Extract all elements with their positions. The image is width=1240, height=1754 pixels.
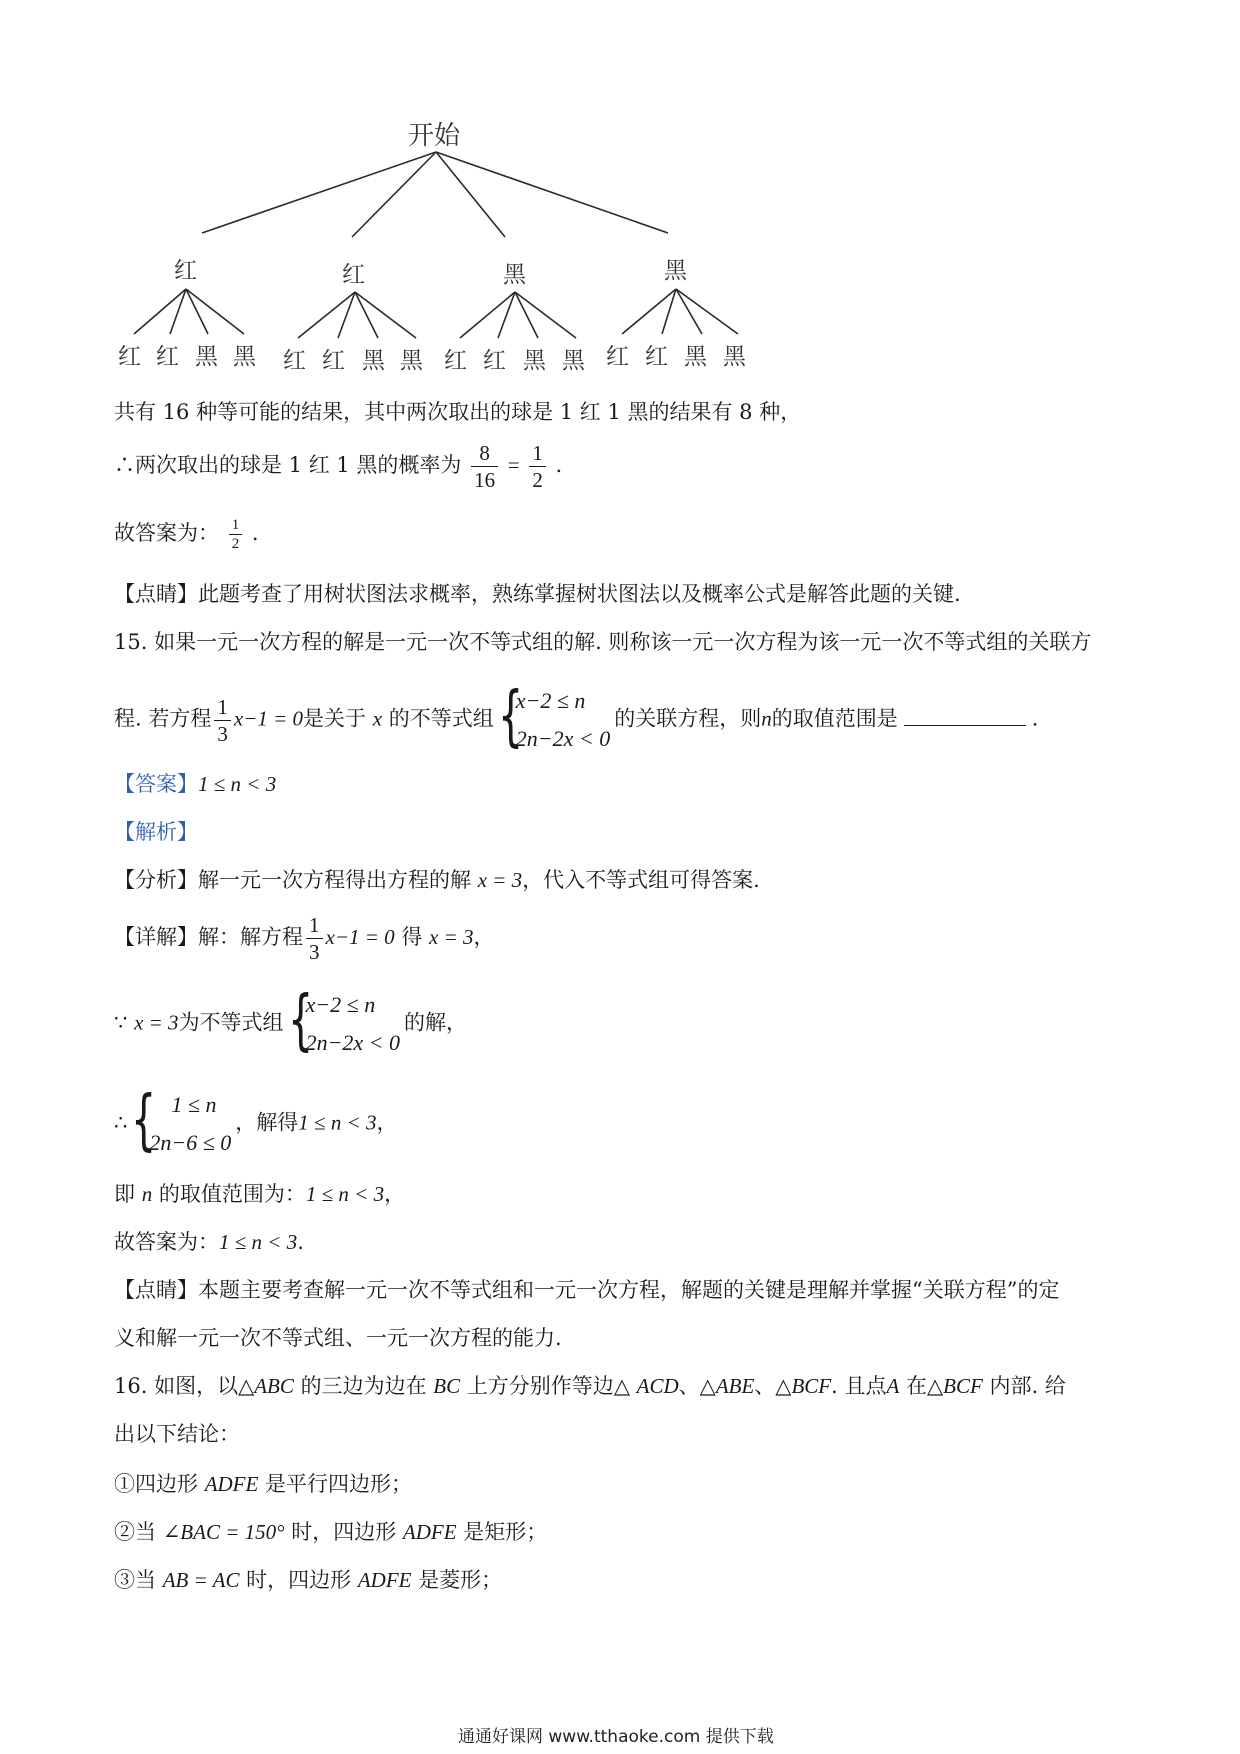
q16-conclusion-3 xyxy=(114,1566,502,1594)
left-brace: { xyxy=(131,1081,157,1158)
inequality-system xyxy=(287,981,401,1062)
q14-probability-line xyxy=(114,440,562,493)
answer-fraction xyxy=(229,516,243,553)
analysis-tag: 【解析】 xyxy=(114,820,198,844)
text: ，代入不等式组可得答案. xyxy=(522,868,760,892)
q14-result-count: 共有 16 种等可能的结果，其中两次取出的球是 1 红 1 黑的结果有 8 种， xyxy=(114,400,802,424)
text: ，解得 xyxy=(235,1110,299,1135)
inequality-row: 2n−2x < 0 xyxy=(305,1030,401,1055)
solution: 1 ≤ n < 3 xyxy=(298,1110,377,1135)
q16-conclusion-1 xyxy=(114,1470,412,1498)
denominator: 3 xyxy=(214,720,231,747)
inequality-row: x−2 ≤ n xyxy=(305,992,376,1017)
fraction-1-3 xyxy=(306,912,323,965)
tree-node-l2: 红 xyxy=(118,344,141,370)
text: 上方分别作等边 xyxy=(466,1374,614,1398)
text: 、△ xyxy=(754,1374,792,1398)
text: 的关联方程，则 xyxy=(614,706,762,731)
q15-final-answer xyxy=(114,1228,304,1256)
text: 是平行四边形； xyxy=(265,1472,413,1496)
q15-stem-line1: 15. 如果一元一次方程的解是一元一次不等式组的解. 则称该一元一次方程为该一元一次不等式组的关联方 xyxy=(114,630,1092,654)
tree-edge xyxy=(186,289,208,334)
tree-edge xyxy=(515,292,538,338)
text: . xyxy=(297,1230,304,1254)
triangle-acd: ACD xyxy=(636,1374,679,1398)
equals-sign: = xyxy=(507,453,520,477)
q15-detail xyxy=(114,912,495,965)
point-a: A xyxy=(886,1374,900,1398)
segment-bc: BC xyxy=(433,1374,461,1398)
inequality-row: x−2 ≤ n xyxy=(515,688,586,713)
tree-node-l2: 黑 xyxy=(233,344,256,370)
triangle-icon: △ xyxy=(613,1374,630,1398)
text: ， xyxy=(473,925,495,949)
left-brace: { xyxy=(497,677,523,754)
period: . xyxy=(555,453,563,477)
tree-node-l2: 红 xyxy=(156,344,179,370)
tree-node-l2: 黑 xyxy=(400,348,423,374)
text: 的不等式组 xyxy=(388,706,494,731)
equality-condition: AB = AC xyxy=(162,1568,240,1592)
q15-analysis xyxy=(114,866,760,894)
text: ， xyxy=(384,1182,406,1206)
tree-edge xyxy=(355,292,378,338)
tree-edge xyxy=(676,289,738,334)
q16-stem-line1 xyxy=(114,1372,1066,1400)
variable-x: x xyxy=(372,706,383,731)
triangle-abe: ABE xyxy=(715,1374,755,1398)
q14-probability-text: ∴两次取出的球是 1 红 1 黑的概率为 xyxy=(114,453,462,477)
answer-tag: 【答案】 xyxy=(114,772,198,796)
tree-node-l2: 黑 xyxy=(723,344,746,370)
tree-node-l1: 黑 xyxy=(664,258,687,284)
tree-lines xyxy=(0,0,1240,380)
denominator: 3 xyxy=(306,938,323,965)
tree-node-l1: 红 xyxy=(342,262,365,288)
text: 【分析】解一元一次方程得出方程的解 xyxy=(114,868,471,892)
text: 程. 若方程 xyxy=(114,706,212,731)
q15-stem-line2 xyxy=(114,677,1039,758)
tree-node-l1: 黑 xyxy=(503,262,526,288)
left-brace: { xyxy=(287,981,313,1058)
numerator: 1 xyxy=(217,694,228,719)
tree-root: 开始 xyxy=(408,121,461,151)
triangle-bcf: BCF xyxy=(791,1374,832,1398)
solution: x = 3 xyxy=(429,925,474,949)
therefore-symbol: ∴ xyxy=(114,1110,128,1135)
q16-stem-line2: 出以下结论： xyxy=(114,1422,240,1446)
answer-label: 故答案为： xyxy=(114,521,219,545)
tree-node-l2: 红 xyxy=(645,344,668,370)
q15-comment-line2: 义和解一元一次不等式组、一元一次方程的能力. xyxy=(114,1326,562,1350)
tree-node-l2: 红 xyxy=(322,348,345,374)
q15-comment-line1: 【点睛】本题主要考查解一元一次不等式组和一元一次方程，解题的关键是理解并掌握“关联方程”的定 xyxy=(114,1278,1060,1302)
text: ①四边形 xyxy=(114,1472,198,1496)
triangle-bcf: BCF xyxy=(943,1374,983,1398)
text: 的取值范围是 xyxy=(771,706,898,731)
text: ③当 xyxy=(114,1568,156,1592)
fraction-8-16 xyxy=(471,440,498,493)
answer-value: 1 ≤ n < 3 xyxy=(198,772,277,796)
tree-edge xyxy=(202,152,436,233)
inequality-row: 1 ≤ n xyxy=(171,1092,217,1117)
tree-edge xyxy=(355,292,416,338)
tree-node-l1: 红 xyxy=(174,258,197,284)
range-value: 1 ≤ n < 3 xyxy=(305,1182,385,1206)
tree-edge xyxy=(515,292,576,338)
q15-range xyxy=(114,1180,405,1208)
variable-n: n xyxy=(141,1182,153,1206)
answer-value: 1 ≤ n < 3 xyxy=(219,1230,298,1254)
period: . xyxy=(1031,706,1039,731)
page-footer: 通通好课网 www.tthaoke.com 提供下载 xyxy=(458,1727,774,1747)
text: 得 xyxy=(401,925,423,949)
denominator: 2 xyxy=(229,534,243,553)
text: 为不等式组 xyxy=(178,1010,284,1035)
text: . 且点 xyxy=(831,1374,887,1398)
tree-node-l2: 黑 xyxy=(523,348,546,374)
text: 16. 如图，以 xyxy=(114,1374,239,1398)
numerator: 8 xyxy=(479,441,490,465)
equation: x−1 = 0 xyxy=(233,706,304,731)
text: ， xyxy=(376,1110,398,1135)
equation: x = 3 xyxy=(134,1010,179,1035)
text: 是菱形； xyxy=(418,1568,503,1592)
q14-answer-line xyxy=(114,516,259,553)
text: 时，四边形 xyxy=(291,1520,397,1544)
because-symbol: ∵ xyxy=(114,1010,128,1035)
denominator: 16 xyxy=(471,466,498,493)
equation: x = 3 xyxy=(477,868,523,892)
numerator: 1 xyxy=(231,517,240,533)
text: 【详解】解：解方程 xyxy=(114,925,303,949)
answer-blank[interactable] xyxy=(904,707,1026,726)
text: 的取值范围为： xyxy=(158,1182,306,1206)
tree-node-l2: 黑 xyxy=(684,344,707,370)
triangle-icon: △ xyxy=(699,1374,716,1398)
q15-therefore xyxy=(114,1081,398,1162)
tree-node-l2: 红 xyxy=(483,348,506,374)
tree-node-l2: 红 xyxy=(283,348,306,374)
numerator: 1 xyxy=(309,913,320,937)
tree-node-l2: 黑 xyxy=(362,348,385,374)
angle-condition: ∠BAC = 150° xyxy=(162,1520,285,1544)
text: 故答案为： xyxy=(114,1230,219,1254)
tree-edge xyxy=(352,152,436,237)
text: 内部. 给 xyxy=(989,1374,1066,1398)
tree-node-l2: 红 xyxy=(606,344,629,370)
text: 的解， xyxy=(404,1010,468,1035)
text: ②当 xyxy=(114,1520,156,1544)
q16-conclusion-2 xyxy=(114,1518,547,1546)
text: 在△ xyxy=(906,1374,944,1398)
q15-because xyxy=(114,981,468,1062)
denominator: 2 xyxy=(529,466,546,493)
text: 、 xyxy=(678,1374,700,1398)
tree-edge xyxy=(436,152,668,233)
quadrilateral: ADFE xyxy=(402,1520,457,1544)
q14-comment: 【点睛】此题考查了用树状图法求概率，熟练掌握树状图法以及概率公式是解答此题的关键. xyxy=(114,582,961,606)
numerator: 1 xyxy=(532,441,543,465)
text: 的三边为边在 xyxy=(300,1374,427,1398)
variable-n: n xyxy=(761,706,772,731)
tree-node-l2: 黑 xyxy=(195,344,218,370)
triangle-abc: ABC xyxy=(254,1374,294,1398)
quadrilateral: ADFE xyxy=(204,1472,259,1496)
text: 时，四边形 xyxy=(246,1568,352,1592)
text: 即 xyxy=(114,1182,135,1206)
text: 是矩形； xyxy=(463,1520,548,1544)
q15-answer xyxy=(114,770,276,798)
equation: x−1 = 0 xyxy=(325,925,395,949)
inequality-row: 2n−6 ≤ 0 xyxy=(149,1130,232,1155)
tree-node-l2: 黑 xyxy=(562,348,585,374)
tree-edge xyxy=(186,289,244,334)
quadrilateral: ADFE xyxy=(357,1568,412,1592)
inequality-system xyxy=(497,677,611,758)
fraction-1-2 xyxy=(529,440,546,493)
inequality-row: 2n−2x < 0 xyxy=(515,726,611,751)
inequality-system xyxy=(131,1081,232,1162)
text: 是关于 xyxy=(303,706,367,731)
fraction-1-3 xyxy=(214,694,231,747)
triangle-icon: △ xyxy=(238,1374,255,1398)
tree-node-l2: 红 xyxy=(444,348,467,374)
period: . xyxy=(251,521,259,545)
tree-edge xyxy=(676,289,702,334)
tree-edge xyxy=(622,289,676,334)
